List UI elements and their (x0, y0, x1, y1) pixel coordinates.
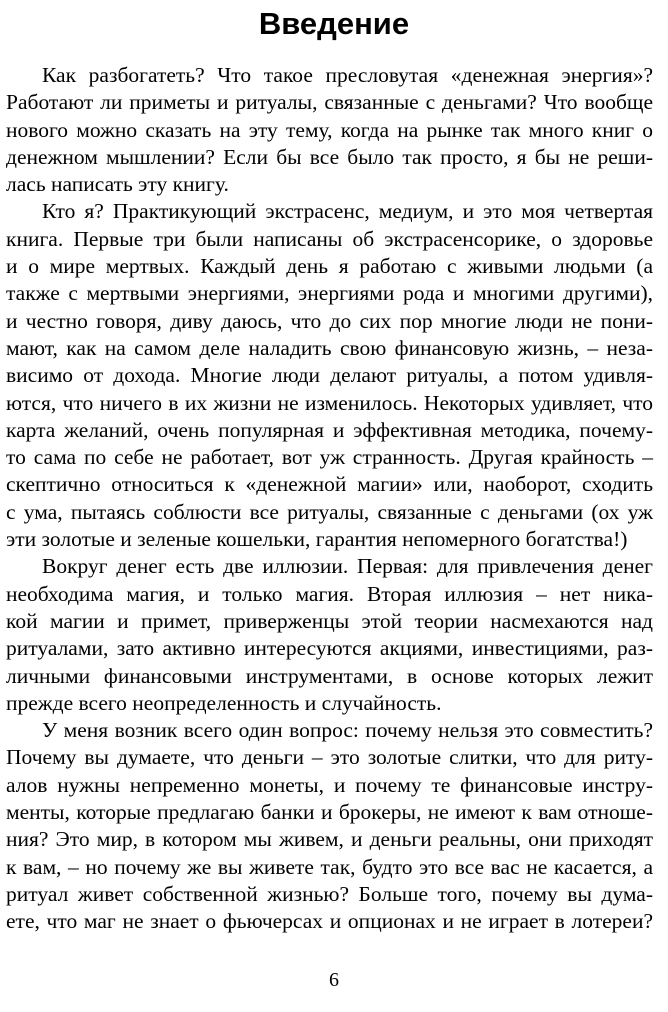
text-line: Как разбогатеть? Что такое пресловутая «денежная энергия»? (42, 63, 653, 87)
text-line: лась написать эту книгу. (6, 172, 229, 197)
chapter-body (6, 62, 653, 936)
text-line: и о мире мертвых. Каждый день я работаю с живыми людьми (а (6, 254, 653, 279)
text-line: менты, которые предлагаю банки и брокеры, не имеют к вам отноше- (6, 800, 653, 825)
text-line: книга. Первые три были написаны об экстрасенсорике, о здоровье (6, 226, 653, 251)
text-line: У меня возник всего один вопрос: почему нельзя это совместить? (42, 718, 653, 743)
text-line: также с мертвыми энергиями, энергиями рода и многими другими), (6, 281, 653, 306)
text-line: эти золотые и зеленые кошельки, гарантия непомерного богатства!) (6, 527, 628, 552)
text-line: и честно говоря, диву даюсь, что до сих пор многие люди не пони- (6, 308, 653, 333)
text-line: Почему вы думаете, что деньги – это золотые слитки, что для риту- (6, 745, 653, 770)
paragraph-2 (6, 198, 653, 553)
text-line: мают, как на самом деле наладить свою финансовую жизнь, – неза- (6, 335, 653, 360)
text-line: то сама по себе не работает, вот уж странность. Другая крайность – (6, 445, 653, 470)
text-line: ете, что маг не знает о фьючерсах и опционах и не играет в лотереи? (6, 909, 653, 934)
text-line: ритуалами, зато активно интересуются акциями, инвестициями, раз- (6, 636, 653, 661)
text-line: висимо от дохода. Многие люди делают ритуалы, а потом удивля- (6, 363, 653, 388)
paragraph-1 (6, 62, 653, 198)
paragraph-3 (6, 553, 653, 717)
text-line: Вокруг денег есть две иллюзии. Первая: для привлечения денег (42, 554, 653, 579)
page-number: 6 (329, 969, 339, 991)
text-line: с ума, пытаясь соблюсти все ритуалы, связанные с деньгами (ох уж (6, 499, 653, 524)
text-line: личными финансовыми инструментами, в основе которых лежит (6, 663, 653, 688)
text-line: ния? Это мир, в котором мы живем, и деньги реальны, они приходят (6, 827, 653, 852)
text-line: нового можно сказать на эту тему, когда на рынке так много книг о (6, 117, 653, 142)
text-line: денежном мышлении? Если бы все было так просто, я бы не реши- (6, 144, 653, 169)
text-line: ритуал живет собственной жизнью? Больше того, почему вы дума- (6, 881, 653, 906)
text-line: к вам, – но почему же вы живете так, будто это все вас не касается, а (6, 854, 653, 879)
text-line: Работают ли приметы и ритуалы, связанные с деньгами? Что вообще (6, 90, 653, 115)
chapter-title: Введение (258, 6, 410, 41)
text-line: необходима магия, и только магия. Вторая иллюзия – нет ника- (6, 581, 653, 606)
text-line: ются, что ничего в их жизни не изменилось. Некоторых удивляет, что (6, 390, 653, 415)
text-line: карта желаний, очень популярная и эффективная методика, почему- (6, 417, 653, 442)
text-line: прежде всего неопределенность и случайность. (6, 690, 442, 715)
text-line: кой магии и примет, приверженцы этой теории насмехаются над (6, 608, 653, 633)
text-line: алов нужны непременно монеты, и почему те финансовые инстру- (6, 772, 653, 797)
text-line: Кто я? Практикующий экстрасенс, медиум, и это моя четвертая (42, 199, 653, 224)
text-line: скептично относиться к «денежной магии» или, наоборот, сходить (6, 472, 653, 497)
paragraph-4 (6, 717, 653, 935)
